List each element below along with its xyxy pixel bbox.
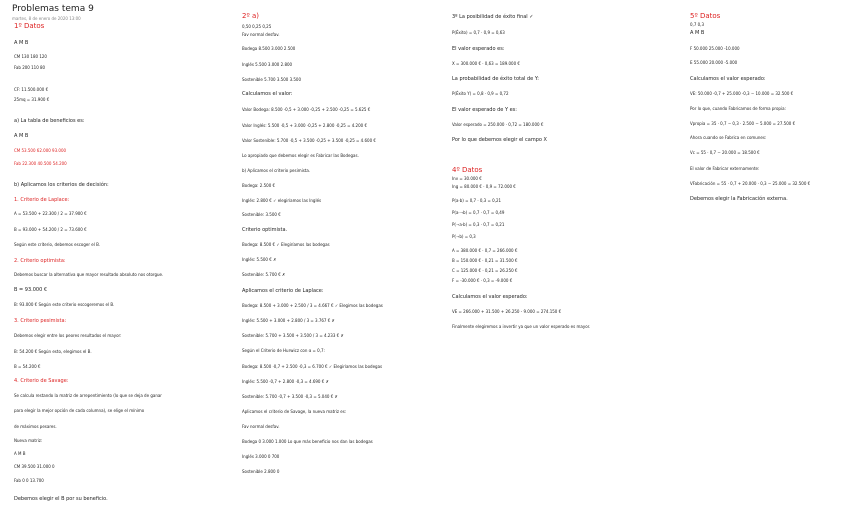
col1-line: Debemos buscar la alternativa que mayor resultado absoluto nos otorgue. xyxy=(14,272,164,277)
col2-line: Sostenible: 5.700 € ✗ xyxy=(242,272,286,277)
col2-line: 0,50 0,25 0,25 xyxy=(242,24,272,29)
col3-line: P(a·¬b) = 0,7 · 0,7 = 0,49 xyxy=(452,210,505,215)
col4-line: 0,7 0,3 xyxy=(690,22,704,27)
col4-line: VE: 50.000 ·0,7 + 25.000 ·0,3 − 10.000 = 32.500 € xyxy=(690,91,794,96)
col1-line: 1. Criterio de Laplace: xyxy=(14,197,70,203)
col1-line: para elegir la mejor opción de cada columna), se elige el mínimo xyxy=(14,408,145,413)
col4-line: A M B xyxy=(690,30,705,36)
col1-line: A M B xyxy=(14,451,26,456)
col1-line: Fab 200 110 80 xyxy=(14,65,46,70)
col3-line: P(¬a·b) = 0,3 · 0,7 = 0,21 xyxy=(452,222,505,227)
col1-line: B = 93.000 + 54.200 / 2 = 73.600 € xyxy=(14,227,87,232)
col1-line: Fab 0 0 13.700 xyxy=(14,478,44,483)
col4-line: Ahora cuando se Fabrica en comunes: xyxy=(690,135,767,140)
col1-line: 3. Criterio pesimista: xyxy=(14,318,67,324)
col3-line: Finalmente elegiremos a invertir ya que un valor esperado es mayor. xyxy=(452,324,591,329)
col4-line: Vpropia = 35 · 0,7 − 0,3 · 2.500 − 5.000 = 27.500 € xyxy=(690,121,796,126)
col2-line: Sostenible: 3.500 € xyxy=(242,212,281,217)
col3-line: VE = 266.000 + 31.500 + 26.250 - 9.000 = 274.150 € xyxy=(452,309,562,314)
col2-line: Sostenible: 5.700 + 3.500 + 3.500 / 3 = 4.233 € ✗ xyxy=(242,333,344,338)
col3-line: Inv = 30.000 € xyxy=(452,176,482,181)
col2-line: Bodega: 8.500 ·0,7 + 2.500 ·0,3 = 6.700 € ✓ Elegiríamos las bodegas xyxy=(242,364,383,369)
col2-line: 2º a) xyxy=(242,12,259,20)
col4-line: VFabricación = 55 · 0,7 + 20.000 · 0,3 − 25.000 = 32.500 € xyxy=(690,181,811,186)
page-date: martes, 8 de enero de 2020 13:00 xyxy=(12,16,81,21)
page-header xyxy=(12,4,94,21)
col2-line: Sostenible 5.700 3.500 3.500 xyxy=(242,77,302,82)
col2-line: Criterio optimista. xyxy=(242,227,288,233)
col2-line: Aplicamos el criterio de Savage, la nueva matriz es: xyxy=(242,409,347,414)
col2-line: Lo apropiado que debemos elegir es Fabricar las Bodegas. xyxy=(242,153,359,158)
col3-line: B = 150.000 € · 0,21 = 31.500 € xyxy=(452,258,518,263)
col2-line: Sostenible: 5.700 ·0,7 + 3.500 ·0,3 = 5.040 € ✗ xyxy=(242,394,338,399)
col1-line: de máximos pesares. xyxy=(14,424,57,429)
col4-line: Calculamos el valor esperado: xyxy=(690,76,766,82)
col3-line: P(Éxito Y) = 0,8 · 0,9 = 0,72 xyxy=(452,91,509,96)
col1-line: CM 53.500 62.000 93.000 xyxy=(14,148,67,153)
col2-line: Inglés: 5.500 ·0,7 + 2.800 ·0,3 = 4.690 € ✗ xyxy=(242,379,329,384)
col2-line: Sostenible 2.800 0 xyxy=(242,469,280,474)
col1-line: Nueva matriz: xyxy=(14,438,43,443)
col2-line: Inglés: 2.800 € ✓ elegiríamos las Inglés xyxy=(242,198,322,203)
col2-line: Valor Sostenible: 5.700 ·0,5 + 3.500 ·0,25 + 3.500 ·0,25 = 4.600 € xyxy=(242,138,376,143)
col2-line: b) Aplicamos el criterio pesimista. xyxy=(242,168,311,173)
col1-line: a) La tabla de beneficios es: xyxy=(14,118,85,124)
col1-line: CF: 11.500.000 € xyxy=(14,87,49,92)
col2-line: Fav normal desfav. xyxy=(242,32,280,37)
col4-line: 5º Datos xyxy=(690,12,721,20)
col1-line: B: 54.200 € Según esto, elegimos el B. xyxy=(14,349,92,354)
col1-line: 25mq = 31.900 € xyxy=(14,97,50,102)
col3-line: P(¬b) = 0,3 xyxy=(452,234,476,239)
col3-line: El valor esperado es: xyxy=(452,46,505,52)
col1-line: Según este criterio, debemos escoger el B. xyxy=(14,242,101,247)
col2-line: Inglés: 5.500 € ✗ xyxy=(242,257,277,262)
col1-line: Fab 22.300 40.500 54.200 xyxy=(14,161,67,166)
col1-line: 2. Criterio optimista: xyxy=(14,258,66,264)
col4-line: Debemos elegir la Fabricación externa. xyxy=(690,196,788,202)
col4-line: El valor de Fabricar externamente: xyxy=(690,166,760,171)
col1-line: 4. Criterio de Savage: xyxy=(14,378,69,384)
col4-line: E 55.000 20.000 -5.000 xyxy=(690,60,738,65)
col3-line: El valor esperado de Y es: xyxy=(452,107,517,113)
col1-line: A M B xyxy=(14,40,29,46)
col2-line: Inglés: 5.500 + 3.000 + 2.800 / 3 = 3.767 € ✗ xyxy=(242,318,335,323)
col4-line: F 50.000 25.000 -10.000 xyxy=(690,46,740,51)
col2-line: Valor Inglés: 5.500 ·0,5 + 3.000 ·0,25 + 2.800 ·0,25 = 4.200 € xyxy=(242,123,367,128)
col3-line: A = 380.000 € · 0,7 = 266.000 € xyxy=(452,248,518,253)
col2-line: Calculamos el valor: xyxy=(242,91,293,97)
col1-line: 1º Datos xyxy=(14,22,45,30)
col3-line: F = -30.000 € · 0,3 = -9.000 € xyxy=(452,278,513,283)
col1-line: B = 54.200 € xyxy=(14,364,41,369)
col2-line: Bodega: 8.500 € ✓ Elegiríamos las bodegas xyxy=(242,242,330,247)
page-title: Problemas tema 9 xyxy=(12,4,94,14)
col3-line: 3º La posibilidad de éxito final ✓ xyxy=(452,14,534,20)
col2-line: Bodega: 2.500 € xyxy=(242,183,276,188)
col1-line: A M B xyxy=(14,133,29,139)
col3-line: Por lo que debemos elegir el campo X xyxy=(452,137,547,143)
col1-line: CM 130 180 120 xyxy=(14,54,47,59)
col4-line: Vc = 55 · 0,7 − 20.000 = 18.500 € xyxy=(690,150,760,155)
col3-line: X = 300.000 € · 0,63 = 189.000 € xyxy=(452,61,520,66)
col2-line: Según el Criterio de Hurwicz con α = 0,7: xyxy=(242,348,325,353)
col2-line: Fav normal desfav. xyxy=(242,424,280,429)
col2-line: Aplicamos el criterio de Laplace: xyxy=(242,288,324,294)
col2-line: Bodega 8.500 3.000 2.500 xyxy=(242,46,296,51)
col1-line: B: 93.000 € Según este criterio escogeremos el B. xyxy=(14,302,115,307)
col2-line: Bodega: 8.500 + 3.000 + 2.500 / 3 = 4.667 € ✓ Elegimos las bodegas xyxy=(242,303,383,308)
col2-line: Bodega 0 3.000 1.000 Lo que más beneficio nos dan las bodegas xyxy=(242,439,373,444)
col3-line: P(a·b) = 0,7 · 0,3 = 0,21 xyxy=(452,198,502,203)
col3-line: Valor esperado = 250.000 · 0,72 = 180.000 € xyxy=(452,122,544,127)
col1-line: b) Aplicamos los criterios de decisión: xyxy=(14,182,109,188)
col1-line: Se calcula restando la matriz de arrepentimiento (lo que se deja de ganar xyxy=(14,393,162,398)
col4-line: Por lo que, cuando Fabricamos de forma propia: xyxy=(690,106,786,111)
col3-line: P(Éxito) = 0,7 · 0,9 = 0,63 xyxy=(452,30,505,35)
col3-line: Calculamos el valor esperado: xyxy=(452,294,528,300)
col1-line: B = 93.000 € xyxy=(14,287,48,293)
col3-line: Ing = 80.000 € · 0,9 = 72.000 € xyxy=(452,184,516,189)
col3-line: C = 125.000 € · 0,21 = 26.250 € xyxy=(452,268,518,273)
col1-line: Debemos elegir entre los peores resultados el mayor: xyxy=(14,333,122,338)
col1-line: CM 39.500 31.000 0 xyxy=(14,464,55,469)
col1-line: Debemos elegir el B por su beneficio. xyxy=(14,496,108,502)
col1-line: A = 53.500 + 22.300 / 2 = 37.900 € xyxy=(14,211,87,216)
col2-line: Inglés 5.500 3.000 2.800 xyxy=(242,62,293,67)
col2-line: Inglés 3.000 0 700 xyxy=(242,454,280,459)
col3-line: La probabilidad de éxito total de Y: xyxy=(452,76,539,82)
col3-line: 4º Datos xyxy=(452,166,483,174)
col2-line: Valor Bodega: 8.500 ·0,5 + 3.000 ·0,25 + 2.500 ·0,25 = 5.625 € xyxy=(242,107,371,112)
